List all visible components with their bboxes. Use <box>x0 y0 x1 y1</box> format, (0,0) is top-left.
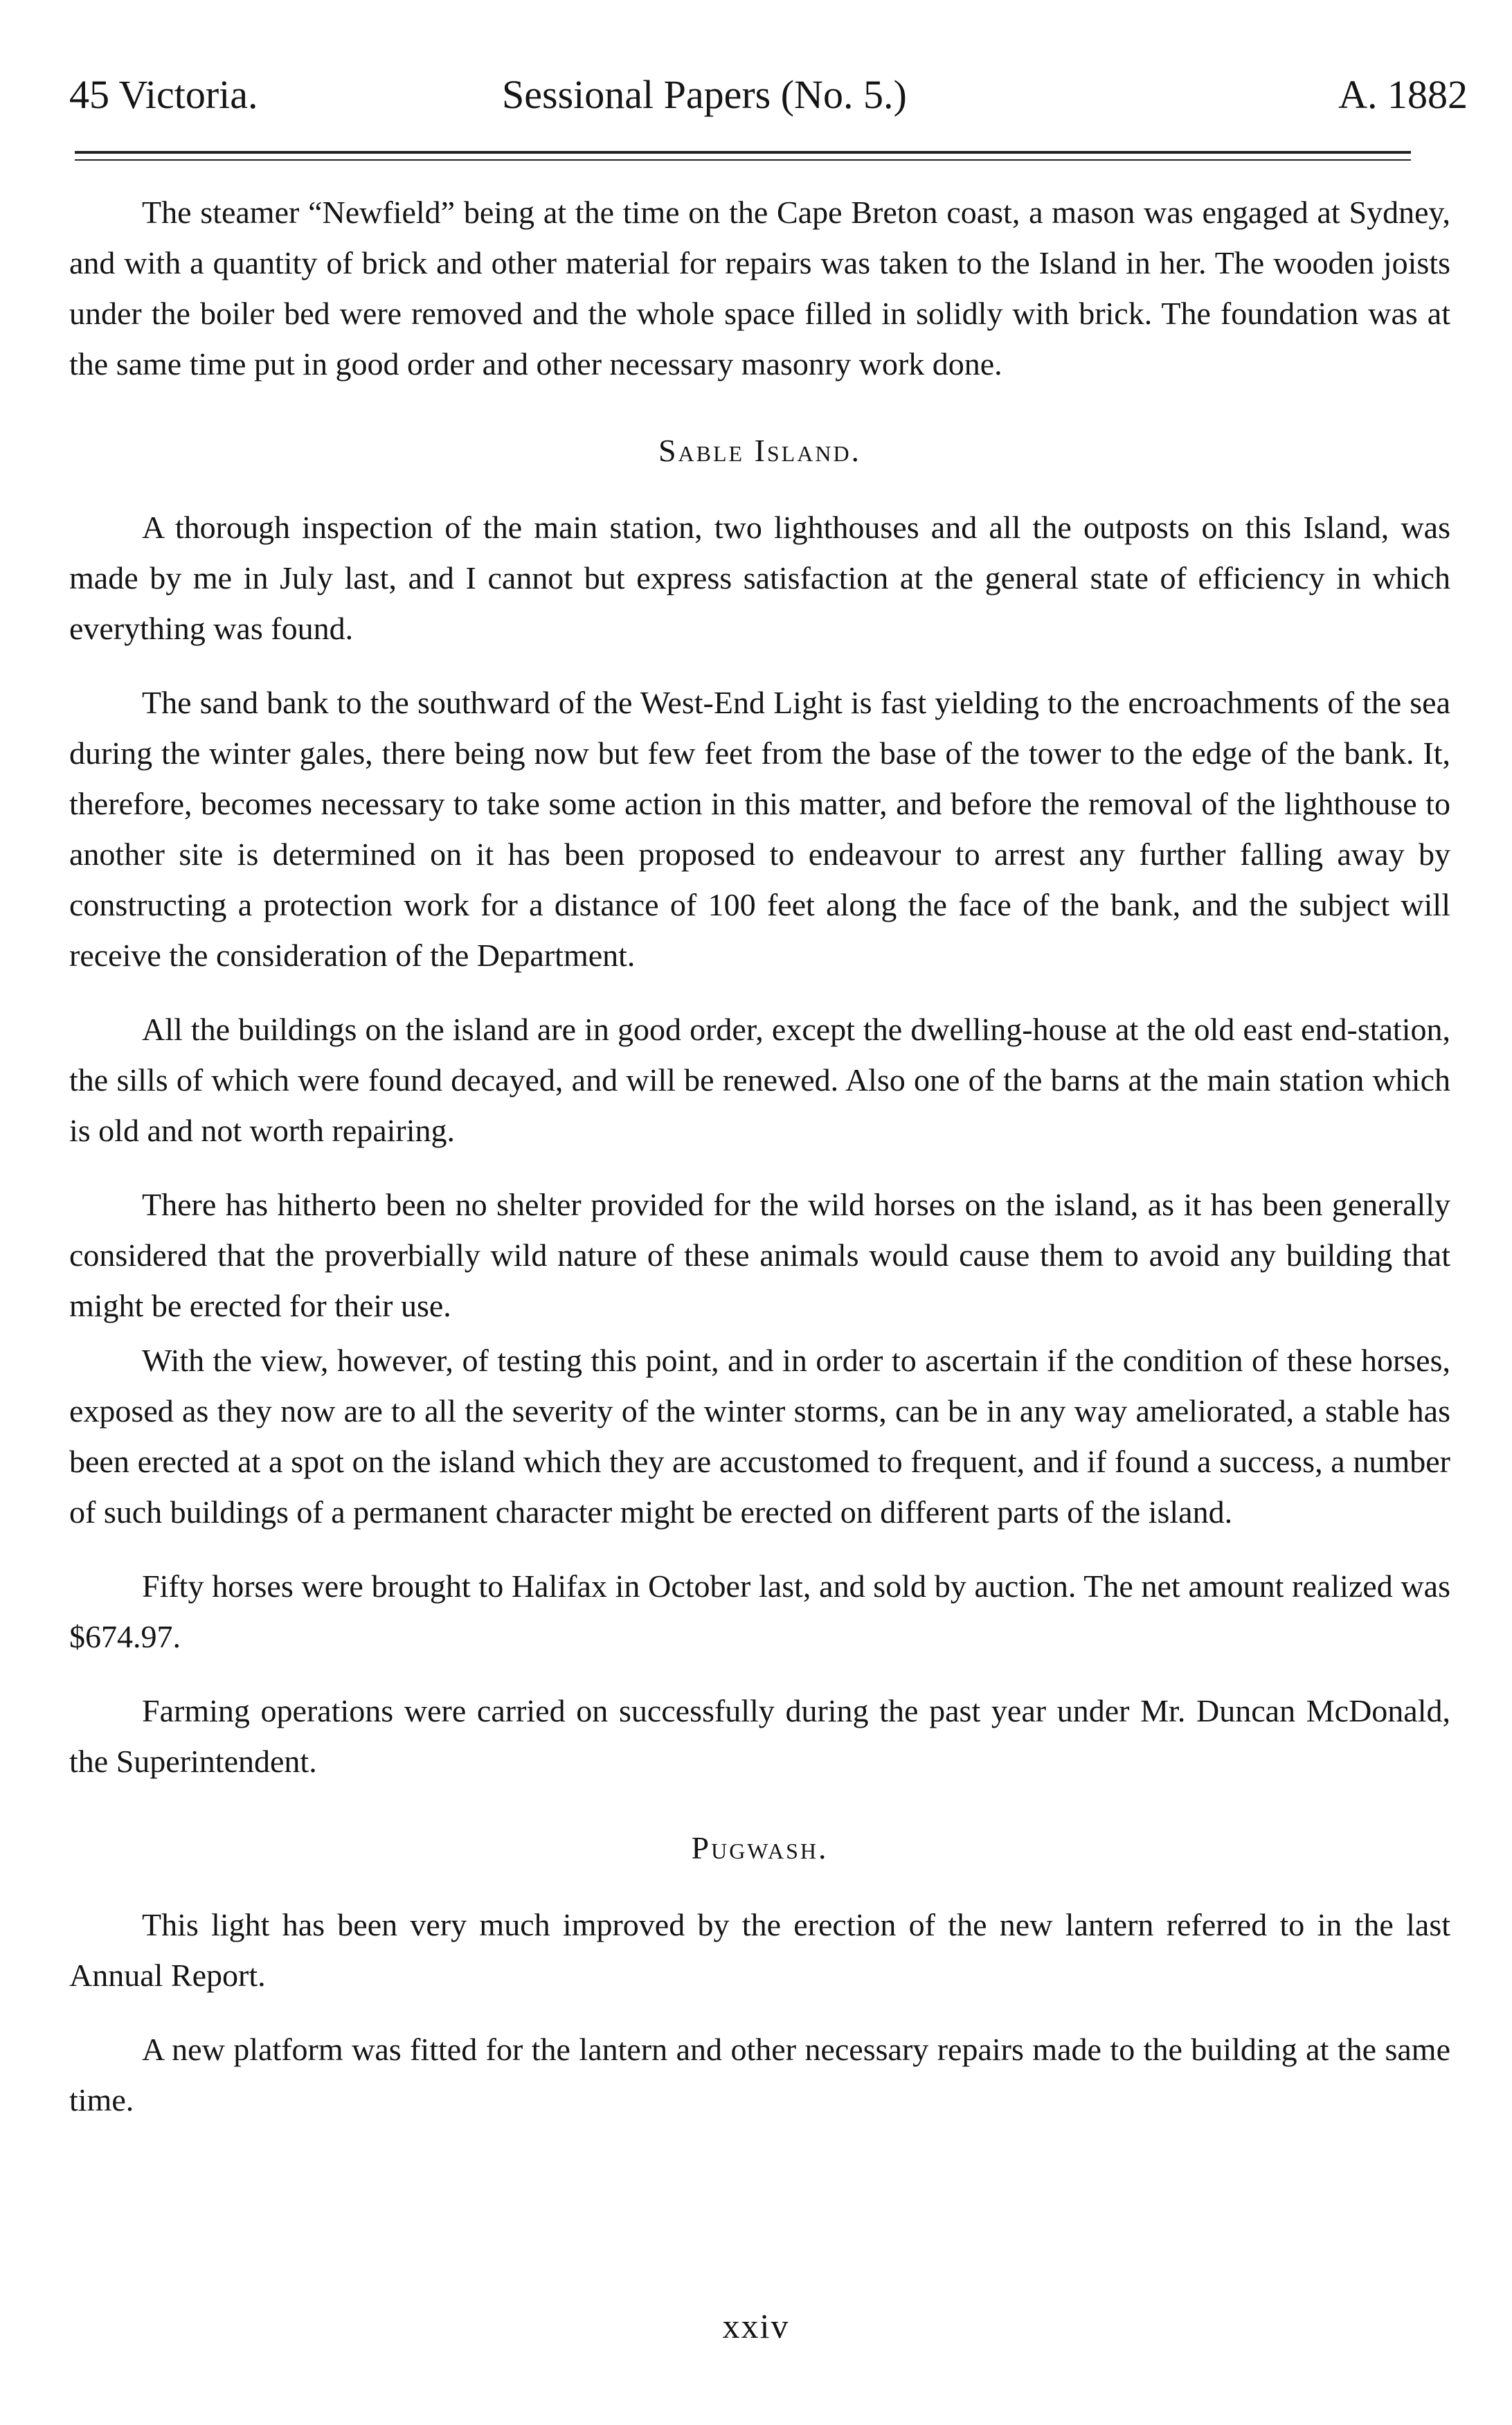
section-heading-sable-island: Sable Island. <box>658 433 862 468</box>
paragraph-horse-shelter: There has hitherto been no shelter provided for the wild horses on the island, as it has been generally considered that the proverbially wild nature of these animals would cause them to avoid any building that might be erected for their use. <box>69 1187 1450 1323</box>
page-number: xxiv <box>722 2307 790 2345</box>
paragraph-stable: With the view, however, of testing this point, and in order to ascertain if the condition of these horses, exposed as they now are to all the severity of the winter storms, can be in any way ameliorated, a stable has been erected at a spot on the island which they are accustomed to frequent, and if found a success, a number of such buildings of a permanent character might be erected on different parts of the island. <box>69 1343 1450 1530</box>
paragraph-inspection: A thorough inspection of the main station, two lighthouses and all the outposts on this Island, was made by me in July last, and I cannot but express satisfaction at the general state of efficiency in which everything was found. <box>69 510 1450 646</box>
paragraph-platform: A new platform was fitted for the lantern and other necessary repairs made to the building at the same time. <box>69 2032 1450 2118</box>
section-heading-pugwash: Pugwash. <box>691 1830 829 1865</box>
paragraph-lantern: This light has been very much improved by the erection of the new lantern referred to in the last Annual Report. <box>69 1907 1450 1993</box>
paragraph-farming: Farming operations were carried on successfully during the past year under Mr. Duncan McDonald, the Superintendent. <box>69 1693 1450 1779</box>
header-rule-thick <box>75 151 1411 154</box>
running-header <box>69 64 1468 126</box>
paragraph-horse-sale: Fifty horses were brought to Halifax in October last, and sold by auction. The net amount realized was $674.97. <box>69 1568 1450 1654</box>
body-text <box>69 187 1450 2125</box>
header-session: 45 Victoria. <box>69 72 258 117</box>
header-year: A. 1882 <box>1338 72 1468 117</box>
paragraph-sand-bank: The sand bank to the southward of the West-End Light is fast yielding to the encroachments of the sea during the winter gales, there being now but few feet from the base of the tower to the edge of the bank. It, therefore, becomes necessary to take some action in this matter, and before the removal of the lighthouse to another site is determined on it has been proposed to endeavour to arrest any further falling away by constructing a protection work for a distance of 100 feet along the face of the bank, and the subject will receive the consideration of the Department. <box>69 685 1450 973</box>
header-rule-thin <box>75 159 1411 161</box>
paragraph-buildings: All the buildings on the island are in good order, except the dwelling-house at the old east end-station, the sills of which were found decayed, and will be renewed. Also one of the barns at the main station which is old and not worth repairing. <box>69 1012 1450 1148</box>
header-publication: Sessional Papers (No. 5.) <box>502 72 907 117</box>
paragraph-newfield: The steamer “Newfield” being at the time on the Cape Breton coast, a mason was engaged at Sydney, and with a quantity of brick and other material for repairs was taken to the Island in her. The wooden joists under the boiler bed were removed and the whole space filled in solidly with brick. The foundation was at the same time put in good order and other necessary masonry work done. <box>69 195 1450 382</box>
